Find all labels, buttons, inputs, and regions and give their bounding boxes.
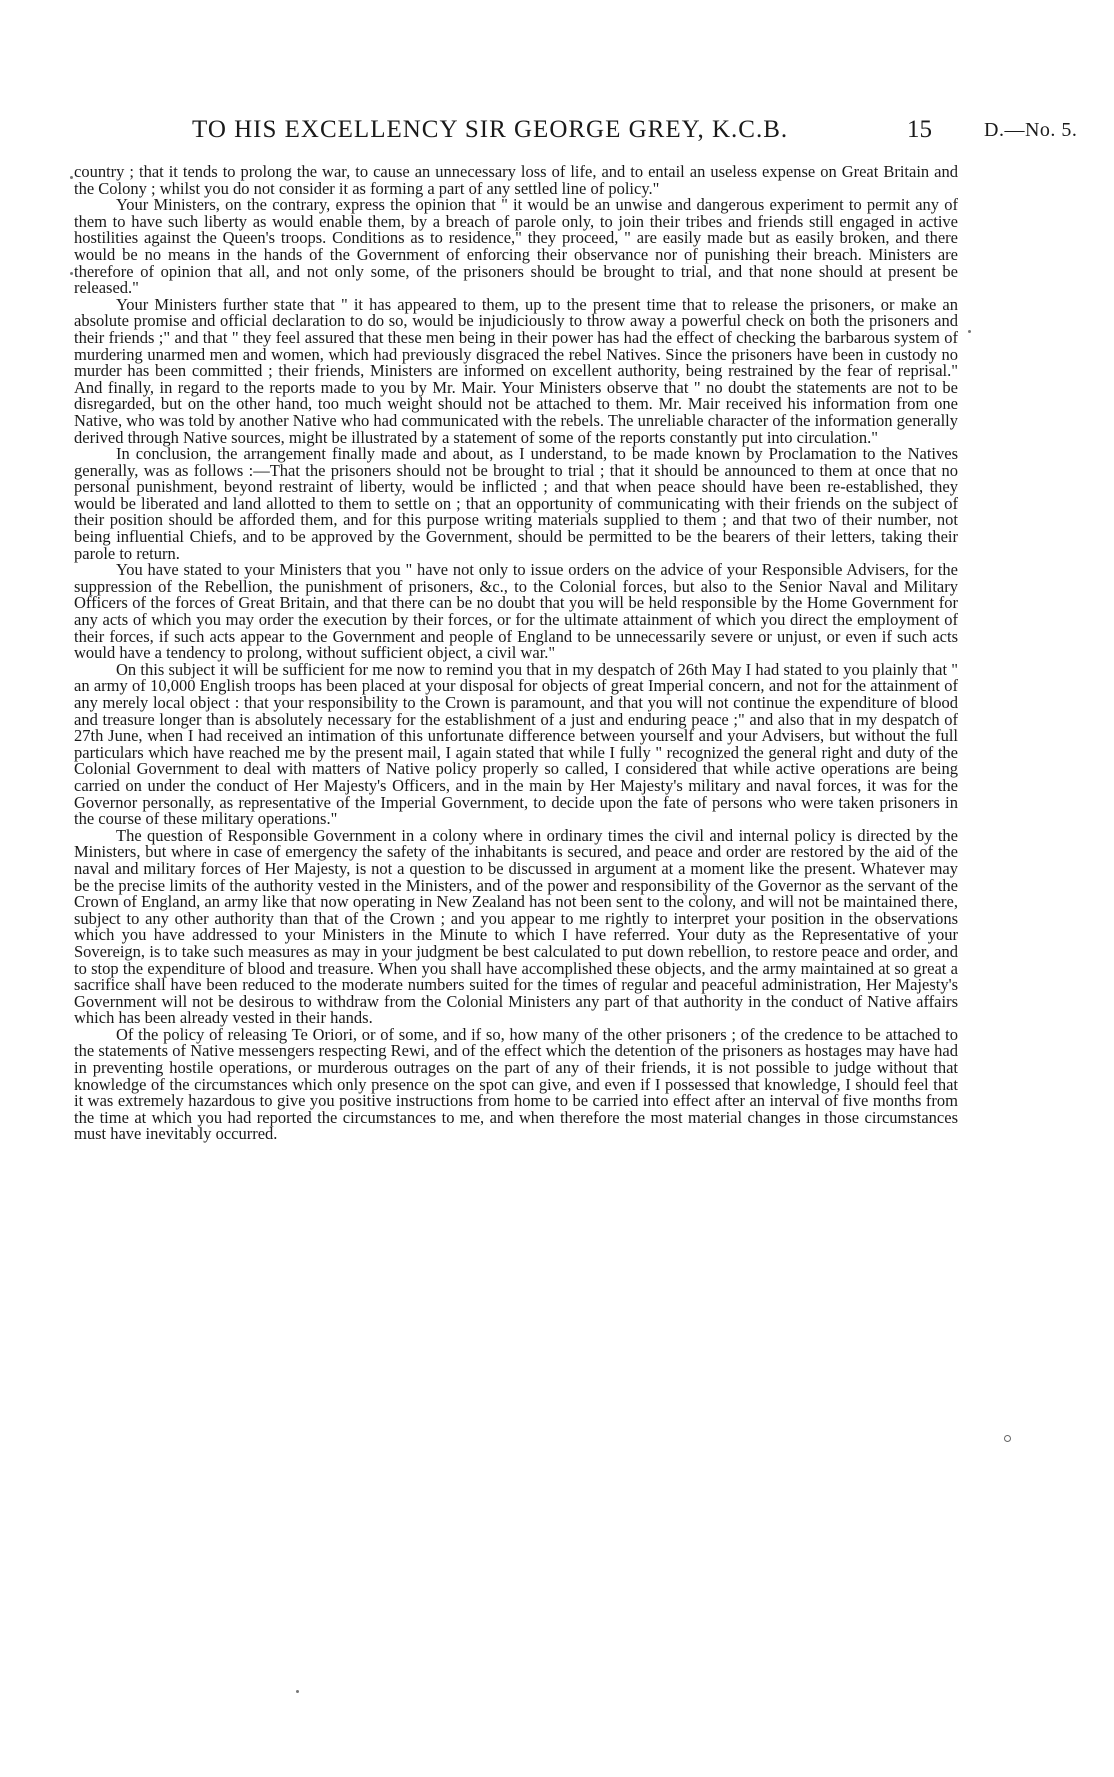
- scan-ring-mark: [1004, 1435, 1011, 1442]
- scan-speck: [296, 1690, 299, 1693]
- paragraph-3: Your Ministers further state that " it has appeared to them, up to the present time that to release the prisoners, or make an absolute promise and official declaration to do so, would be injudiciously to throw away a powerful check on both the prisoners and their friends ;" and that " they feel assured that these men being in their power has had the effect of checking the barbarous system of murdering unarmed men and women, which had previously disgraced the rebel Natives. Since the prisoners have been in custody no murder has been committed ; their friends, Ministers are informed on excellent authority, being restrained by the fear of reprisal." And finally, in regard to the reports made to you by Mr. Mair. Your Ministers observe that " no doubt the statements are not to be disregarded, but on the other hand, too much weight should not be attached to them. Mr. Mair received his information from one Native, who was told by another Native who had communicated with the rebels. The unreliable character of the information generally derived through Native sources, might be illustrated by a statement of some of the reports constantly put into circulation.": [74, 294, 958, 447]
- paragraph-8: Of the policy of releasing Te Oriori, or of some, and if so, how many of the other prisoners ; of the credence to be attached to the statements of Native messengers respecting Rewi, and of the effect which the detention of the prisoners as hostages may have had in preventing hostile operations, or murderous outrages on the part of any of their friends, it is not possible to judge without that knowledge of the circumstances which only presence on the spot can give, and even if I possessed that knowledge, I should feel that it was extremely hazardous to give you positive instructions from home to be carried into effect after an interval of five months from the time at which you had reported the circumstances to me, and when therefore the most material changes in those circumstances must have inevitably occurred.: [74, 1024, 958, 1144]
- paragraph-1: country ; that it tends to prolong the war, to cause an unnecessary loss of life, and to entail an useless expense on Great Britain and the Colony ; whilst you do not consider it as forming a part of any settled line of policy.": [74, 162, 958, 198]
- scan-speck: [70, 176, 73, 179]
- paragraph-6: On this subject it will be sufficient for me now to remind you that in my despatch of 26th May I had stated to you plainly that " an army of 10,000 English troops has been placed at your disposal for objects of great Imperial concern, and not for the attainment of any merely local object : that your responsibility to the Crown is paramount, and that you will not continue the expenditure of blood and treasure longer than is absolutely necessary for the establishment of a just and enduring peace ;" and also that in my despatch of 27th June, when I had received an intimation of this unfortunate difference between yourself and your Advisers, but without the full particulars which have reached me by the present mail, I again stated that while I fully " recognized the general right and duty of the Colonial Government to deal with matters of Native policy properly so called, I considered that while active operations are being carried on under the conduct of Her Majesty's Officers, and in the main by Her Majesty's military and naval forces, it was for the Governor personally, as representative of the Imperial Government, to decide upon the fate of persons who were taken prisoners in the course of these military operations.": [74, 659, 958, 829]
- page-title: TO HIS EXCELLENCY SIR GEORGE GREY, K.C.B.: [192, 116, 789, 143]
- page-header: [72, 116, 1104, 148]
- paragraph-7: The question of Responsible Government in a colony where in ordinary times the civil and internal policy is directed by the Ministers, but where in case of emergency the safety of the inhabitants is secured, and peace and order are restored by the aid of the naval and military forces of Her Majesty, is not a question to be discussed in argument at a moment like the present. Whatever may be the precise limits of the authority vested in the Ministers, and of the power and responsibility of the Governor as the servant of the Crown of England, an army like that now operating in New Zealand has not been sent to the colony, and will not be maintained there, subject to any other authority than that of the Crown ; and you appear to me rightly to interpret your position in the observations which you have addressed to your Ministers in the Minute to which I have referred. Your duty as the Representative of your Sovereign, is to take such measures as may in your judgment be best calculated to put down rebellion, to restore peace and order, and to stop the expenditure of blood and treasure. When you shall have accomplished these objects, and the army maintained at so great a sacrifice shall have been reduced to the moderate numbers suited for the times of regular and peaceful administration, Her Majesty's Government will not be desirous to withdraw from the Colonial Ministers any part of that authority in the conduct of Native affairs which has been already vested in their hands.: [74, 825, 958, 1028]
- document-reference: D.—No. 5.: [984, 119, 1078, 141]
- scan-speck: [968, 330, 971, 333]
- body-text: [74, 164, 958, 1143]
- paragraph-2: Your Ministers, on the contrary, express the opinion that " it would be an unwise and dangerous experiment to permit any of them to have such liberty as would enable them, by a breach of parole only, to join their tribes and friends still engaged in active hostilities against the Queen's troops. Conditions as to residence," they proceed, " are easily made but as easily broken, and there would be no means in the hands of the Government of enforcing their observance nor of punishing their breach. Ministers are therefore of opinion that all, and not only some, of the prisoners should be brought to trial, and that none should at present be released.": [74, 195, 958, 298]
- paragraph-4: In conclusion, the arrangement finally made and about, as I understand, to be made known by Proclamation to the Natives generally, was as follows :—That the prisoners should not be brought to trial ; that it should be announced to them at once that no personal punishment, beyond restraint of liberty, would be inflicted ; and that when peace should have been re-established, they would be liberated and land allotted to them to settle on ; that an opportunity of communicating with their friends on the subject of their position should be afforded them, and for this purpose writing materials supplied to them ; and that two of their number, not being influential Chiefs, and to be approved by the Government, should be permitted to be the bearers of their letters, taking their parole to return.: [74, 444, 958, 563]
- page-number: 15: [907, 116, 932, 143]
- paragraph-5: You have stated to your Ministers that you " have not only to issue orders on the advice of your Responsible Advisers, for the suppression of the Rebellion, the punishment of prisoners, &c., to the Colonial forces, but also to the Senior Naval and Military Officers of the forces of Great Britain, and that there can be no doubt that you will be held responsible by the Home Government for any acts of which you may order the execution by their forces, or for the ultimate attainment of which you direct the employment of their forces, if such acts appear to the Government and people of England to be unnecessarily severe or unjust, or even if such acts would have a tendency to prolong, without sufficient object, a civil war.": [74, 560, 958, 663]
- scan-speck: [70, 272, 73, 275]
